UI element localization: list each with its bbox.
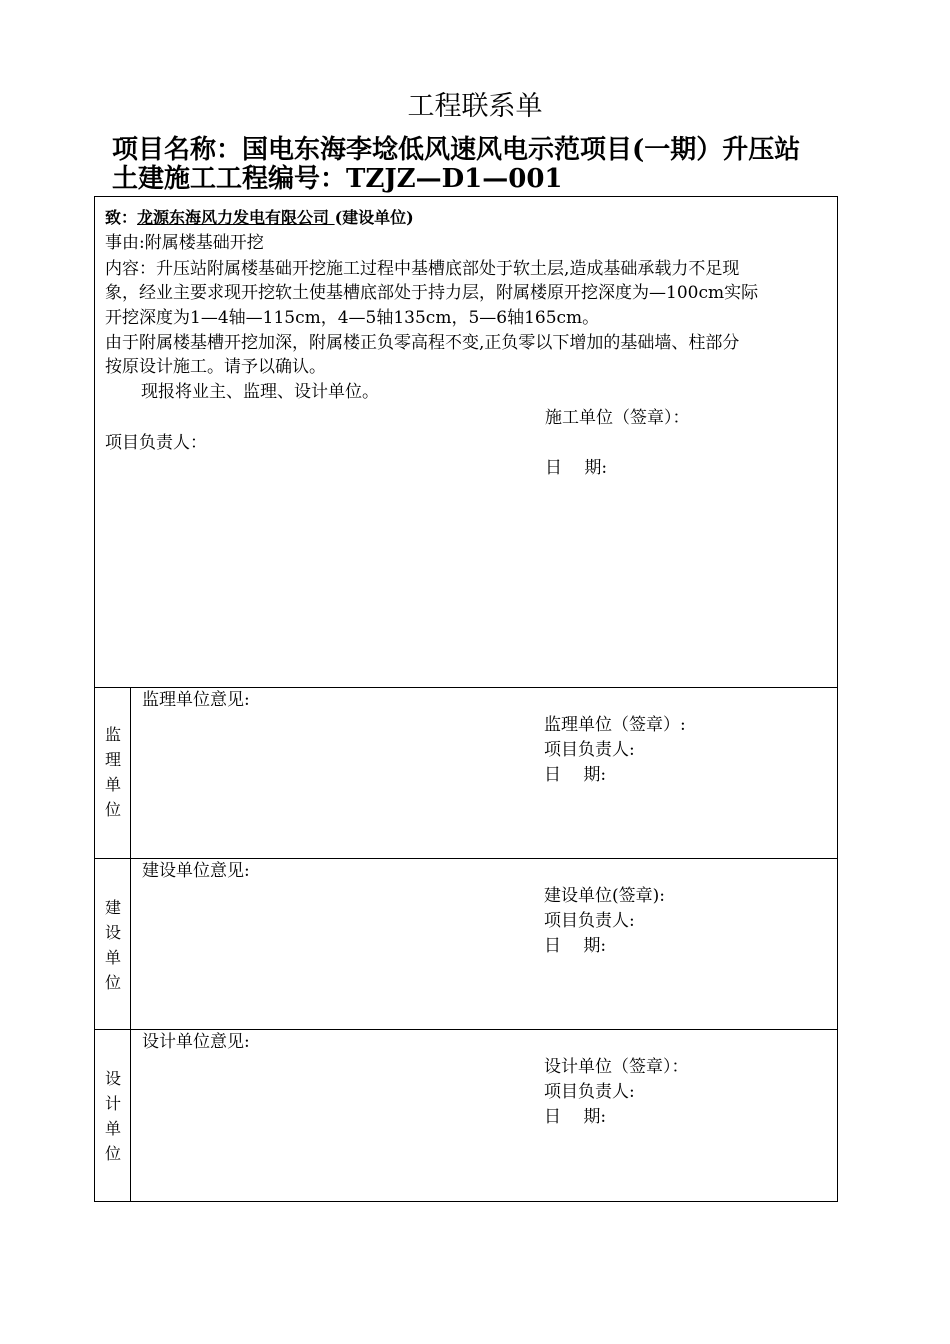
supervision-section	[95, 687, 837, 858]
content-line-1: 内容：升压站附属楼基础开挖施工过程中基槽底部处于软土层,造成基础承载力不足现	[105, 259, 740, 279]
side-char: 单	[104, 775, 121, 794]
report-line: 现报将业主、监理、设计单位。	[141, 382, 379, 402]
design-date-label: 日 期:	[544, 1107, 607, 1127]
design-leader-label: 项目负责人:	[544, 1082, 635, 1102]
contact-content-section	[95, 197, 837, 687]
construction-opinion-label: 建设单位意见:	[142, 861, 250, 881]
subject-line: 事由:附属楼基础开挖	[105, 233, 264, 253]
contractor-signature-label: 施工单位（签章）：	[545, 408, 690, 428]
side-char: 计	[104, 1094, 121, 1113]
construction-side-label	[95, 859, 131, 1029]
supervision-side-label	[95, 688, 131, 858]
project-name-line: 项目名称：国电东海李埝低风速风电示范项目(一期）升压站	[112, 135, 801, 165]
side-char: 单	[104, 1119, 121, 1138]
document-title: 工程联系单	[407, 91, 543, 122]
side-char: 设	[104, 923, 121, 942]
content-line-2: 象，经业主要求现开挖软土使基槽底部处于持力层，附属楼原开挖深度为—100cm实际	[105, 283, 759, 303]
design-signature-label: 设计单位（签章）：	[544, 1057, 689, 1077]
side-char: 位	[104, 1144, 121, 1163]
content-line-5: 按原设计施工。请予以确认。	[105, 357, 326, 377]
supervision-signature-label: 监理单位（签章）:	[544, 715, 686, 735]
project-number-line: 土建施工工程编号：TZJZ—D1—001	[112, 164, 563, 194]
recipient-company: 龙源东海风力发电有限公司	[137, 208, 335, 227]
recipient-role: (建设单位)	[334, 208, 414, 227]
construction-section	[95, 858, 837, 1029]
side-char: 设	[104, 1069, 121, 1088]
design-side-label	[95, 1030, 131, 1201]
side-char: 建	[104, 898, 121, 917]
recipient-prefix: 致：	[105, 208, 138, 227]
side-char: 位	[104, 973, 121, 992]
content-line-3: 开挖深度为1—4轴—115cm，4—5轴135cm，5—6轴165cm。	[105, 308, 600, 328]
project-leader-label: 项目负责人：	[105, 433, 207, 453]
contact-form-table	[94, 196, 838, 1202]
content-line-4: 由于附属楼基槽开挖加深，附属楼正负零高程不变,正负零以下增加的基础墙、柱部分	[105, 333, 740, 353]
side-char: 理	[104, 750, 121, 769]
supervision-opinion-label: 监理单位意见:	[142, 690, 250, 710]
side-char: 单	[104, 948, 121, 967]
supervision-date-label: 日 期:	[544, 765, 607, 785]
supervision-leader-label: 项目负责人:	[544, 740, 635, 760]
construction-date-label: 日 期:	[544, 936, 607, 956]
design-section	[95, 1029, 837, 1201]
construction-signature-label: 建设单位(签章):	[544, 886, 665, 906]
design-opinion-label: 设计单位意见:	[142, 1032, 250, 1052]
construction-leader-label: 项目负责人:	[544, 911, 635, 931]
date-label: 日 期:	[545, 458, 608, 478]
side-char: 位	[104, 800, 121, 819]
side-char: 监	[104, 725, 121, 744]
recipient-line	[105, 206, 414, 230]
